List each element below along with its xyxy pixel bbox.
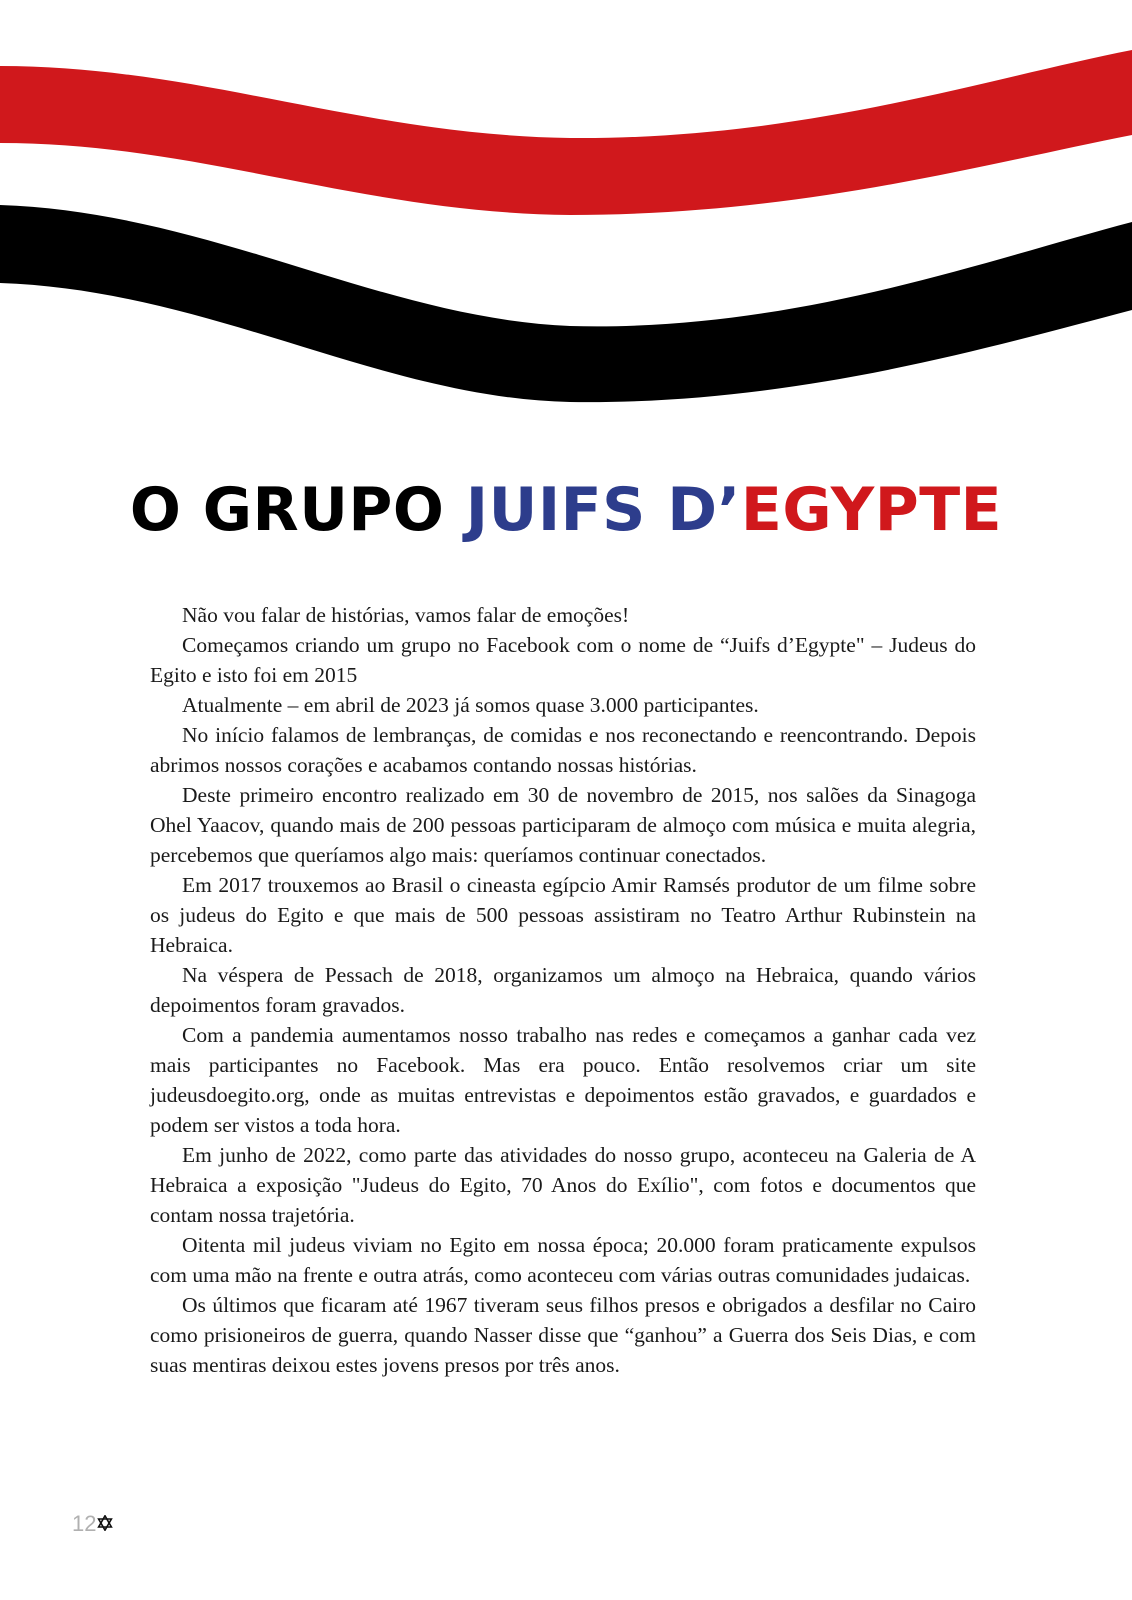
paragraph: Começamos criando um grupo no Facebook com o nome de “Juifs d’Egypte" – Judeus do Egito e isto foi em 2015	[150, 633, 976, 687]
paragraph: Não vou falar de histórias, vamos falar de emoções!	[182, 603, 630, 627]
page-footer	[72, 1510, 113, 1538]
paragraph: Atualmente – em abril de 2023 já somos quase 3.000 participantes.	[182, 693, 759, 717]
paragraph: Em 2017 trouxemos ao Brasil o cineasta egípcio Amir Ramsés produtor de um filme sobre os judeus do Egito e que mais de 500 pessoas assistiram no Teatro Arthur Rubinstein na Hebraica.	[150, 873, 976, 957]
title-part-black: O GRUPO	[129, 475, 466, 545]
paragraph: Oitenta mil judeus viviam no Egito em nossa época; 20.000 foram praticamente expulsos com uma mão na frente e outra atrás, como aconteceu com várias outras comunidades judaicas.	[150, 1233, 976, 1287]
paragraph: Deste primeiro encontro realizado em 30 de novembro de 2015, nos salões da Sinagoga Ohel Yaacov, quando mais de 200 pessoas participaram de almoço com música e muita alegria, percebemos que queríamos algo mais: queríamos continuar conectados.	[150, 783, 976, 867]
paragraph: Na véspera de Pessach de 2018, organizamos um almoço na Hebraica, quando vários depoimentos foram gravados.	[150, 963, 976, 1017]
article-body	[150, 600, 976, 1380]
title-part-red: EGYPTE	[740, 475, 1003, 545]
flag-red-stripe	[0, 50, 1132, 215]
title-part-blue: JUIFS D’	[465, 475, 741, 545]
paragraph: Com a pandemia aumentamos nosso trabalho nas redes e começamos a ganhar cada vez mais participantes no Facebook. Mas era pouco. Então resolvemos criar um site judeusdoegito.org, onde as muitas entrevistas e depoimentos estão gravados, e guardados e podem ser vistos a toda hora.	[150, 1023, 976, 1137]
flag-black-stripe	[0, 205, 1132, 402]
star-of-david-icon	[97, 1515, 113, 1531]
egypt-flag-wave	[0, 0, 1132, 420]
paragraph: No início falamos de lembranças, de comidas e nos reconectando e reencontrando. Depois abrimos nossos corações e acabamos contando nossas histórias.	[150, 723, 976, 777]
page-number: 12	[72, 1511, 97, 1536]
paragraph: Os últimos que ficaram até 1967 tiveram seus filhos presos e obrigados a desfilar no Cairo como prisioneiros de guerra, quando Nasser disse que “ganhou” a Guerra dos Seis Dias, e com suas mentiras deixou estes jovens presos por três anos.	[150, 1293, 976, 1377]
paragraph: Em junho de 2022, como parte das atividades do nosso grupo, aconteceu na Galeria de A Hebraica a exposição "Judeus do Egito, 70 Anos do Exílio", com fotos e documentos que contam nossa trajetória.	[150, 1143, 976, 1227]
page-title	[0, 470, 1132, 550]
